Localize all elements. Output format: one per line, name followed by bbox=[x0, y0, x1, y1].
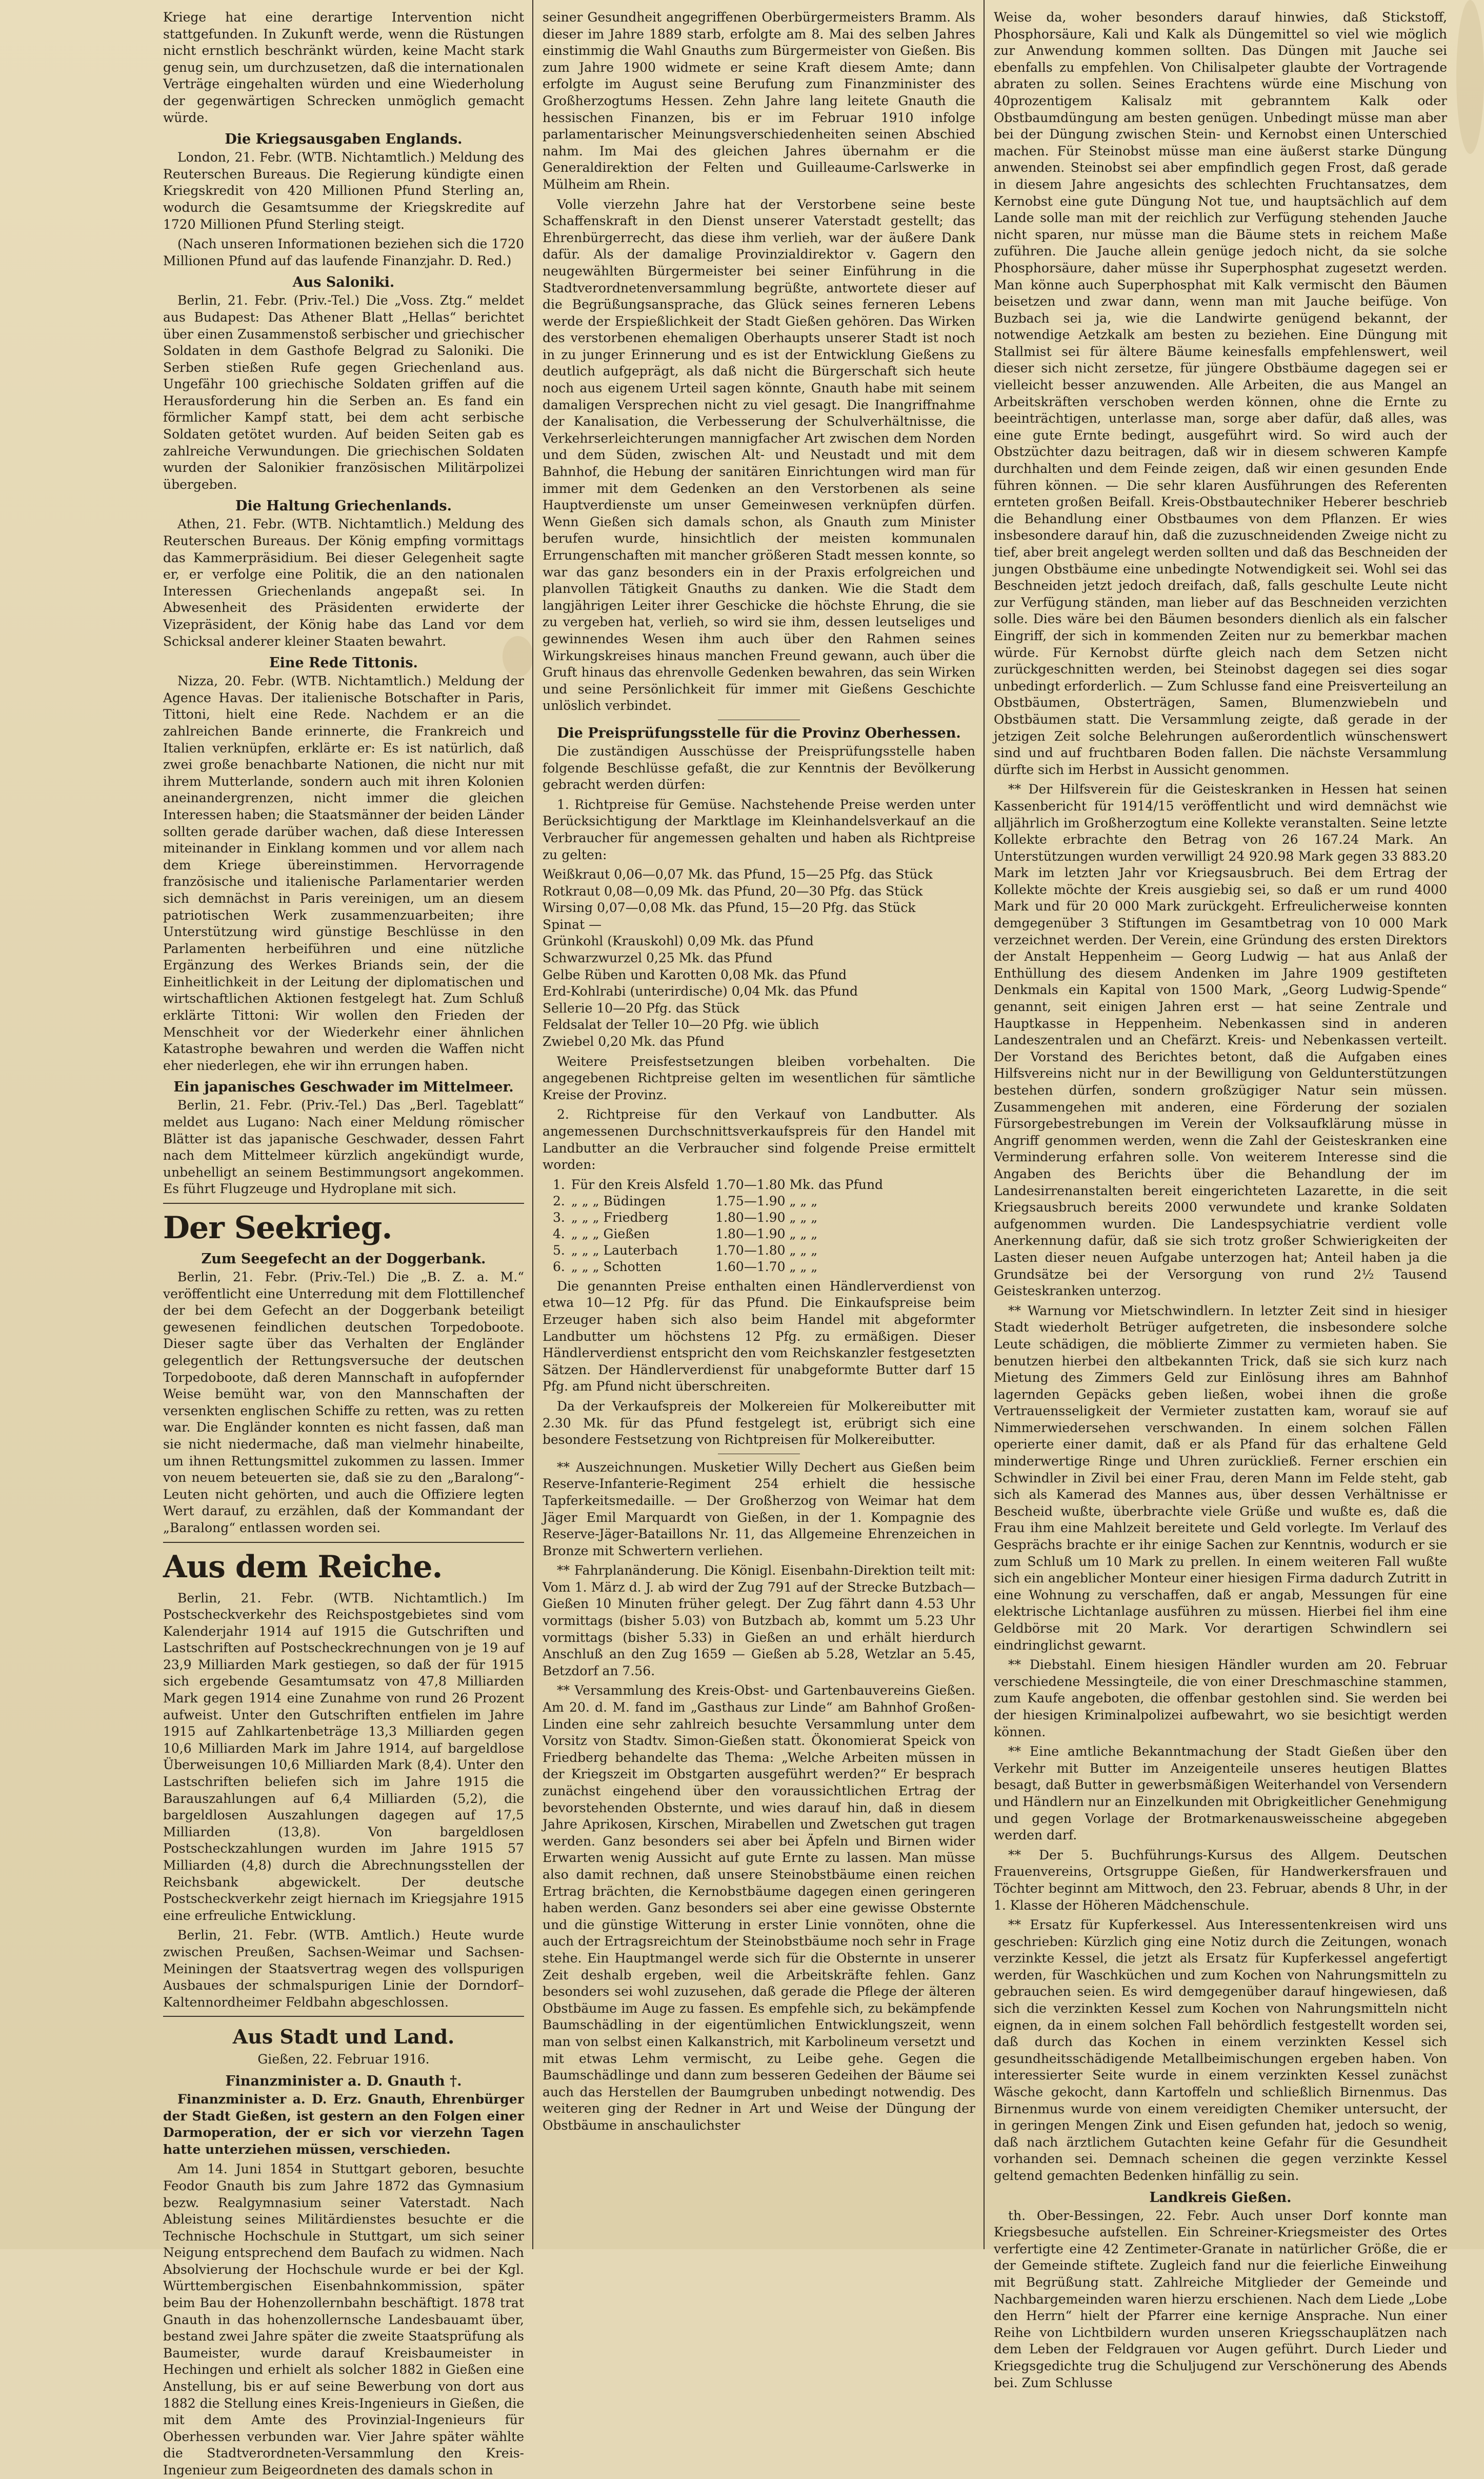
article-text: Berlin, 21. Febr. (Priv.-Tel.) Das „Berl. Tageblatt“ meldet aus Lugano: Nach einer Meldung römischer Blätter ist das japanische Geschwader, dessen Fahrt nach dem Mittelmeer kürzlich angekündigt wurde, unbehelligt an seinem Bestimmungsort angekommen. Es führt Flugzeuge und Hydroplane mit sich. bbox=[163, 1098, 524, 1197]
price-line: Feldsalat der Teller 10—20 Pfg. wie üblich bbox=[543, 1017, 819, 1033]
headline: Aus Saloniki. bbox=[292, 274, 395, 291]
row-number: 1. bbox=[553, 1177, 565, 1192]
section-divider bbox=[163, 1542, 524, 1543]
price-line: Weißkraut 0,06—0,07 Mk. das Pfund, 15—25 Pfg. das Stück bbox=[543, 867, 933, 882]
section-heading: Aus dem Reiche. bbox=[163, 1549, 443, 1585]
price-line: Schwarzwurzel 0,25 Mk. das Pfund bbox=[543, 950, 773, 966]
table-row bbox=[553, 1177, 889, 1193]
article-text: 1. Richtpreise für Gemüse. Nachstehende Preise werden unter Berücksichtigung der Marktlage im Kleinhandelsverkauf an die Verbraucher für angemessen gehalten und haben als Richtpreise zu gelten: bbox=[543, 797, 975, 862]
news-item: ** Diebstahl. Einem hiesigen Händler wurden am 20. Februar verschiedene Messingteile, die von einer Dreschmaschine stammen, zum Kaufe angeboten, die offenbar gestohlen sind. Sie werden bei der hiesigen Kriminalpolizei aufbewahrt, wo sie besichtigt werden können. bbox=[994, 1657, 1447, 1739]
price-line: Zwiebel 0,20 Mk. das Pfund bbox=[543, 1034, 725, 1049]
article-text: Die genannten Preise enthalten einen Händlerverdienst von etwa 10—12 Pfg. für das Pfund. Die Einkaufspreise beim Erzeuger haben sich also beim Handel mit abgeformter Landbutter um höchstens 12 Pfg. zu ermäßigen. Dieser Händlerverdienst entspricht den vom Reichskanzler festgesetzten Sätzen. Der Händlerverdienst für unabgeformte Butter darf 15 Pfg. am Pfund nicht überschreiten. bbox=[543, 1278, 975, 1394]
vegetable-price-list bbox=[543, 866, 975, 1050]
article-text: Weitere Preisfestsetzungen bleiben vorbehalten. Die angegebenen Richtpreise gelten im wesentlichen für sämtliche Kreise der Provinz. bbox=[543, 1054, 975, 1102]
article-text: Athen, 21. Febr. (WTB. Nichtamtlich.) Meldung des Reuterschen Bureaus. Der König empfing vormittags das Kammerpräsidium. Bei dieser Gelegenheit sagte er, er verfolge eine Politik, die an den nationalen Interessen Griechenlands angepaßt sei. In Abwesenheit des Präsidenten erwiderte der Vizepräsident, der König habe das Land vor dem Schicksal anderer kleiner Staaten bewahrt. bbox=[163, 517, 524, 649]
kreis-cell: „ „ „ Büdingen bbox=[571, 1193, 666, 1208]
price-cell: 1.80—1.90 „ „ „ bbox=[715, 1226, 818, 1241]
table-row bbox=[553, 1226, 889, 1242]
article-text: Volle vierzehn Jahre hat der Verstorbene seine beste Schaffenskraft in den Dienst unserer Vaterstadt gestellt; das Ehrenbürgerrecht, das diese ihm verlieh, war der äußere Dank dafür. Als der damalige Provinzialdirektor v. Gagern den neugewählten Bürgermeister bei seiner Einführung in die Stadtverordnetenversammlung begrüßte, antwortete dieser auf die Begrüßungsansprache, das Glück seines ferneren Lebens werde der Erspießlichkeit der Stadt Gießen gehören. Das Wirken des verstorbenen ehemaligen Oberhaupts unserer Stadt ist noch in zu junger Erinnerung und es ist der Entwicklung Gießens zu deutlich aufgeprägt, als daß nicht die Bürgerschaft sich heute noch aus eigenem Urteil sagen könnte, Gnauth habe mit seinem damaligen Versprechen nicht zu viel gesagt. Die Inangriffnahme der Kanalisation, die Verbesserung der Schulverhältnisse, die Verkehrserleichterungen mannigfacher Art zwischen dem Norden und dem Süden, zwischen Alt- und Neustadt und mit dem Bahnhof, die Hebung der sanitären Einrichtungen wird man für immer mit dem Gedenken an den Verstorbenen als seine Hauptverdienste um unser Gemeinwesen verknüpfen dürfen. Wenn Gießen sich damals schon, als Gnauth zum Minister berufen wurde, hinsichtlich der meisten kommunalen Errungenschaften mit mancher größeren Stadt messen konnte, so war das ganz besonders ein in der Praxis erfolgreichen und planvollen Tätigkeit Gnauths zu danken. Wie die Stadt dem langjährigen Leiter ihrer Geschicke die höchste Ehrung, die sie zu vergeben hat, verlieh, so wird sie ihm, dessen leutseliges und gewinnendes Wesen ihm auch über den Rahmen seines Wirkungskreises hinaus manchen Freund gewann, auch über die Gruft hinaus das ehrenvolle Gedenken bewahren, das sein Wirken und seine Persönlichkeit für immer mit Gießens Geschichte unlöslich verbindet. bbox=[543, 196, 975, 713]
article-lead: Finanzminister a. D. Erz. Gnauth, Ehrenbürger der Stadt Gießen, ist gestern an den Folgen einer Darmoperation, der er sich vor vierzehn Tagen hatte unterziehen müssen, verschieden. bbox=[163, 2091, 524, 2157]
price-cell: 1.80—1.90 „ „ „ bbox=[715, 1209, 818, 1225]
article-text: Weise da, woher besonders darauf hinwies, daß Stickstoff, Phosphorsäure, Kali und Kalk als Düngemittel so viel wie möglich zur Anwendung kommen sollten. Das Düngen mit Jauche sei ebenfalls zu empfehlen. Von Chilisalpeter glaubte der Vortragende abraten zu sollen. Seines Erachtens würde eine Mischung von 40prozentigem Kalisalz mit gebranntem Kalk oder Obstbaumdüngung am besten genügen. Unbedingt müsse man aber bei der Düngung zwischen Stein- und Kernobst einen Unterschied machen. Für Steinobst müsse man eine äußerst starke Düngung anwenden. Steinobst sei aber empfindlich gegen Frost, daß gerade in diesem Jahre angesichts des schlechten Fruchtansatzes, dem Kernobst eine gute Düngung Not tue, und hauptsächlich auf dem Lande solle man mit der reichlich zur Verfügung stehenden Jauche nicht sparen, nur müsse man die Bäume stets in reichem Maße zuführen. Die Jauche allein genüge jedoch nicht, da sie solche Phosphorsäure, daher müsse ihr Superphosphat zugesetzt werden. Man könne auch Superphosphat mit Kalk vermischt den Bäumen beisetzen und zwar dann, wenn man mit Jauche beifüge. Von Buzbach sei ja, wie die Landwirte genügend bekannt, der notwendige Aetzkalk am besten zu beziehen. Eine Düngung mit Stallmist sei für ältere Bäume keinesfalls empfehlenswert, weil dieser sich nicht zersetze, für jüngere Obstbäume dagegen sei er vielleicht besser anzuwenden. Alle Arbeiten, die aus Mangel an Arbeitskräften verschoben werden können, ohne die Ernte zu beeinträchtigen, unterlasse man, sorge aber dafür, daß alles, was eine gute Ernte bedingt, ausgeführt wird. So wird auch der Obstzüchter dazu beitragen, daß wir in diesem schweren Kampfe durchhalten und dem Feinde zeigen, daß wir einen gesunden Ende führen können. — Die sehr klaren Ausführungen des Referenten ernteten großen Beifall. Kreis-Obstbautechniker Heberer beschrieb die Behandlung einer Obstbaumes von dem Pflanzen. Er wies insbesondere darauf hin, daß die zuzuschneidenden Zweige nicht zu tief, aber breit angelegt werden sollten und daß das Beschneiden der jungen Obstbäume eine unbedingte Notwendigkeit sei. Wohl sei das Beschneiden jetzt jedoch dreifach, daß, falls geschulte Leute nicht zur Verfügung ständen, man lieber auf das Beschneiden verzichten solle. Dies wäre bei den Bäumen besonders dienlich als ein falscher Eingriff, der sich in kommenden Zeiten nur zu bemerkbar machen würde. Für Kernobst dürfte gleich nach dem Setzen nicht zurückgeschnitten werden, bei Steinobst dagegen sei dies sogar unbedingt erforderlich. — Zum Schlusse fand eine Preisverteilung an Obstbäumen, Obsterträgen, Samen, Blumenzwiebeln und Obstbäumen statt. Die Versammlung zeigte, daß gerade in der jetzigen Zeit solche Belehrungen außerordentlich wünschenswert sind und auf fruchtbaren Boden fallen. Die nächste Versammlung dürfte sich im Herbst in Aussicht genommen. bbox=[994, 10, 1447, 777]
news-item: ** Auszeichnungen. Musketier Willy Dechert aus Gießen beim Reserve-Infanterie-Regiment 254 erhielt die hessische Tapferkeitsmedaille. — Der Großherzog von Weimar hat dem Jäger Emil Marquardt von Gießen, in der 1. Kompagnie des Reserve-Jäger-Bataillons Nr. 11, das Allgemeine Ehrenzeichen in Bronze mit Schwertern verliehen. bbox=[543, 1459, 975, 1558]
article-text: Berlin, 21. Febr. (Priv.-Tel.) Die „B. Z. a. M.“ veröffentlicht eine Unterredung mit dem Flottillenchef der bei dem Gefecht an der Doggerbank beteiligt gewesenen feindlichen deutschen Torpedoboote. Dieser sagte über das Verhalten der Engländer gelegentlich der Rettungsversuche der deutschen Torpedoboote, daß deren Mannschaft in aufopfernder Weise bemüht war, von den Mannschaften der versenkten englischen Schiffe zu retten, was zu retten war. Die Engländer konnten es nicht fassen, daß man sie nicht niedermache, daß man vielmehr hinabeilte, um ihnen Rettungsmittel zukommen zu lassen. Immer von neuem beteuerten sie, daß sie zu den „Baralong“-Leuten nicht gehörten, und auch die Offiziere legten Wert darauf, zu erzählen, daß der Kommandant der „Baralong“ entlassen worden sei. bbox=[163, 1270, 524, 1535]
price-line: Sellerie 10—20 Pfg. das Stück bbox=[543, 1000, 740, 1016]
headline: Ein japanisches Geschwader im Mittelmeer. bbox=[173, 1079, 514, 1096]
news-item: ** Versammlung des Kreis-Obst- und Gartenbauvereins Gießen. Am 20. d. M. fand im „Gasthaus zur Linde“ am Bahnhof Großen-Linden eine sehr zahlreich besuchte Versammlung unter dem Vorsitz von Stadtv. Simon-Gießen statt. Ökonomierat Speick von Friedberg behandelte das Thema: „Welche Arbeiten müssen in der Kriegszeit im Obstgarten ausgeführt werden?“ Er besprach zunächst eingehend über den voraussichtlichen Ertrag der bevorstehenden Obsternte, und wies darauf hin, daß in diesem Jahre Aprikosen, Kirschen, Mirabellen und Zwetschen gut tragen werden. Ganz besonders sei aber bei Äpfeln und Birnen wider Erwarten wenig Aussicht auf gute Ernte zu lassen. Man müsse also damit rechnen, daß unsere Steinobstbäume einen reichen Ertrag brächten, die Kernobstbäume dagegen einen geringeren haben werden. Ganz besonders sei aber eine gewisse Obsternte und die günstige Witterung in erster Linie vonnöten, ohne die auch der Ertragsreichtum der Steinobstbäume noch sehr in Frage stehe. Ein Hauptmangel werde sich für die Obsternte in unserer Zeit deshalb ergeben, weil die Arbeitskräfte fehlen. Ganz besonders sei wohl zuzusehen, daß gerade die Pflege der älteren Obstbäume im Auge zu fassen. Es empfehle sich, zu bekämpfende Baumschädling in der eigentümlichen Entwicklungszeit, wenn man von selbst einen Kalkanstrich, mit Karbolineum versetzt und mit etwas Lehm vermischt, zu Leibe gehe. Gegen die Baumschädlinge und dann zum besseren Gedeihen der Bäume sei auch das Herstellen der Baumgruben unbedingt notwendig. Des weiteren ging der Redner in Art und Weise der Düngung der Obstbäume in anschaulichster bbox=[543, 1683, 975, 2133]
news-item: ** Eine amtliche Bekanntmachung der Stadt Gießen über den Verkehr mit Butter im Anzeigenteile unseres heutigen Blattes besagt, daß Butter in gewerbsmäßigen Weiterhandel von Versendern und Händlern nur an Einzelkunden mit Obrigkeitlicher Genehmigung und gegen Vorlage der Brotmarkenausweisscheine abgegeben werden darf. bbox=[994, 1744, 1447, 1843]
headline: Die Preisprüfungsstelle für die Provinz Oberhessen. bbox=[557, 725, 961, 741]
article-text: seiner Gesundheit angegriffenen Oberbürgermeisters Bramm. Als dieser im Jahre 1889 starb, erfolgte am 8. Mai des selben Jahres einstimmig die Wahl Gnauths zum Bürgermeister von Gießen. Bis zum Jahre 1900 widmete er seine Kraft diesem Amte; dann erfolgte im August seine Berufung zum Finanzminister des Großherzogtums Hessen. Zehn Jahre lang leitete Gnauth die hessischen Finanzen, bis er im Februar 1910 infolge parlamentarischer Meinungsverschiedenheiten seinen Abschied nahm. Im Mai des gleichen Jahres übernahm er die Generaldirektion der Felten und Guilleaume-Carlswerke in Mülheim am Rhein. bbox=[543, 10, 975, 192]
headline: Zum Seegefecht an der Doggerbank. bbox=[201, 1251, 486, 1267]
row-number: 3. bbox=[553, 1209, 565, 1225]
price-line: Gelbe Rüben und Karotten 0,08 Mk. das Pfund bbox=[543, 967, 847, 982]
headline: Eine Rede Tittonis. bbox=[269, 655, 418, 671]
price-line: Wirsing 0,07—0,08 Mk. das Pfund, 15—20 Pfg. das Stück bbox=[543, 900, 916, 916]
article-text: Berlin, 21. Febr. (WTB. Amtlich.) Heute wurde zwischen Preußen, Sachsen-Weimar und Sachsen-Meiningen der Staatsvertrag wegen des vollspurigen Ausbaues der schmalspurigen Linie der Dorndorf–Kaltennordheimer Feldbahn abgeschlossen. bbox=[163, 1928, 524, 2010]
table-row bbox=[553, 1259, 889, 1275]
price-line: Grünkohl (Krauskohl) 0,09 Mk. das Pfund bbox=[543, 934, 814, 949]
article-text: Berlin, 21. Febr. (WTB. Nichtamtlich.) Im Postscheckverkehr des Reichspostgebietes sind vom Kalenderjahr 1914 auf 1915 die Gutschriften und Lastschriften auf Postscheckrechnungen von je 19 auf 23,9 Milliarden Mark gestiegen, so daß der für 1915 sich ergebende Gesamtumsatz von 47,8 Milliarden Mark gegen 1914 eine Zunahme von rund 26 Prozent aufweist. Unter den Gutschriften entfielen im Jahre 1915 auf Zahlkartenbeträge 13,3 Milliarden gegen 10,6 Milliarden Mark im Jahre 1914, auf bargeldlose Überweisungen 10,6 Milliarden Mark (8,4). Unter den Lastschriften beliefen sich im Jahre 1915 die Barauszahlungen auf 6,4 Milliarden (5,2), die bargeldlosen Auszahlungen dagegen auf 17,5 Milliarden (13,8). Von bargeldlosen Postscheckzahlungen wurden im Jahre 1915 57 Milliarden (4,8) durch die Abrechnungsstellen der Reichsbank abgewickelt. Der deutsche Postscheckverkehr zeigt hiernach im Kriegsjahre 1915 eine erfreuliche Entwicklung. bbox=[163, 1590, 524, 1923]
kreis-cell: „ „ „ Lauterbach bbox=[571, 1242, 678, 1258]
column-2 bbox=[533, 9, 985, 2237]
price-line: Erd-Kohlrabi (unterirdische) 0,04 Mk. das Pfund bbox=[543, 984, 858, 999]
row-number: 2. bbox=[553, 1193, 565, 1208]
paper-stain bbox=[1456, 0, 1484, 154]
price-line: Rotkraut 0,08—0,09 Mk. das Pfund, 20—30 Pfg. das Stück bbox=[543, 883, 923, 899]
article-text: London, 21. Febr. (WTB. Nichtamtlich.) Meldung des Reuterschen Bureaus. Die Regierung kündigte einen Kriegskredit von 420 Millionen Pfund Sterling an, wodurch die Gesamtsumme der Kriegskredite auf 1720 Millionen Pfund Sterling steigt. bbox=[163, 150, 524, 232]
dateline: Gießen, 22. Februar 1916. bbox=[257, 2052, 430, 2067]
kreis-cell: Für den Kreis Alsfeld bbox=[571, 1177, 710, 1192]
kreis-cell: „ „ „ Gießen bbox=[571, 1226, 650, 1241]
price-cell: 1.75—1.90 „ „ „ bbox=[715, 1193, 818, 1208]
headline: Finanzminister a. D. Gnauth †. bbox=[225, 2073, 462, 2089]
article-text: Da der Verkaufspreis der Molkereien für Molkereibutter mit 2.30 Mk. für das Pfund festgelegt ist, erübrigt sich eine besondere Festsetzung von Richtpreisen für Molkereibutter. bbox=[543, 1398, 975, 1447]
news-item: ** Ersatz für Kupferkessel. Aus Interessentenkreisen wird uns geschrieben: Kürzlich ging eine Notiz durch die Zeitungen, wonach verzinkte Kessel, die jetzt als Ersatz für Kupferkessel angefertigt werden, für Waschküchen und zum Kochen von Nahrungsmitteln zu gebrauchen seien. Es wird demgegenüber darauf hingewiesen, daß sich die verzinkten Kessel zum Kochen von Nahrungsmitteln nicht eignen, da in einem solchen Fall behördlich festgestellt worden sei, daß durch das Kochen in einem verzinkten Kessel sich gesundheitsschädigende Metallbeimischungen ergeben haben. Von interessierter Seite wurde in einem verzinkten Kessel zunächst Wäsche gekocht, dann Kartoffeln und schließlich Birnenmus. Das Birnenmus wurde von einem vereidigten Chemiker untersucht, der in geringen Mengen Zink und Eisen gefunden hat, jedoch so wenig, daß nach ärztlichem Gutachten keine Gefahr für die Gesundheit vorhanden sei. Demnach scheinen die gegen verzinkte Kessel geltend gemachten Bedenken hinfällig zu sein. bbox=[994, 1917, 1447, 2183]
article-text: Kriege hat eine derartige Intervention nicht stattgefunden. In Zukunft werde, wenn die Rüstungen nicht ernstlich beschränkt würden, keine Macht stark genug sein, um durchzusetzen, daß die internationalen Verträge eingehalten würden und eine Wiederholung der gegenwärtigen Schrecken unmöglich gemacht würde. bbox=[163, 10, 524, 125]
row-number: 4. bbox=[553, 1226, 565, 1241]
price-line: Spinat — bbox=[543, 917, 602, 932]
article-text: Am 14. Juni 1854 in Stuttgart geboren, besuchte Feodor Gnauth bis zum Jahre 1872 das Gymnasium bezw. Realgymnasium seiner Vaterstadt. Nach Ableistung seines Militärdienstes besuchte er die Technische Hochschule in Stuttgart, um sich seiner Neigung entsprechend dem Baufach zu widmen. Nach Absolvierung der Hochschule wurde er bei der Kgl. Württembergischen Eisenbahnkommission, später beim Bau der Hohenzollernbahn beschäftigt. 1878 trat Gnauth in das hohenzollernsche Landesbauamt über, bestand zwei Jahre später die zweite Staatsprüfung als Baumeister, wurde darauf Kreisbaumeister in Hechingen und erhielt als solcher 1882 in Gießen eine Anstellung, bis er auf seine Bewerbung von dort aus 1882 die Stellung eines Kreis-Ingenieurs in Gießen, die mit dem Amte des Provinzial-Ingenieurs für Oberhessen verbunden war. Vier Jahre später wählte die Stadtverordneten-Versammlung den Kreis-Ingenieur zum Beigeordneten des damals schon in bbox=[163, 2161, 524, 2477]
news-item: ** Der Hilfsverein für die Geisteskranken in Hessen hat seinen Kassenbericht für 1914/15 veröffentlicht und wird demnächst wie alljährlich im Großherzogtum eine Kollekte veranstalten. Seine letzte Kollekte erbrachte den Betrag von 26 167.24 Mark. An Unterstützungen wurden verwilligt 24 920.98 Mark gegen 33 883.20 Mark im letzten Jahr vor Kriegsausbruch. Bei dem Ertrag der Kollekte möchte der Kreis ausgiebig sei, so daß er um rund 4000 Mark und für 20 000 Mark zurückgeht. Erfreulicherweise konnten demgegenüber 3 Stiftungen im Gesamtbetrag von 10 000 Mark verzeichnet werden. Der Verein, eine Gründung des ersten Direktors der Anstalt Heppenheim — Georg Ludwig — hat aus Anlaß der Enthüllung des diesem Andenken im Jahre 1909 gestifteten Denkmals ein Kapital von 1500 Mark, „Georg Ludwig-Spende“ genannt, seit einigen Jahren erst — hat seine Zentrale und Hauptkasse in Heppenheim. Nebenkassen sind in anderen Landeszentralen und an Chefärzt. Kreis- und Nebenkassen verteilt. Der Vorstand des Berichtes betont, daß die Aufgaben eines Hilfsvereins nicht nur in der Bewilligung von Geldunterstützungen bestehen dürfen, sondern großzügiger Natur sein müssen. Zusammengehen mit anderen, eine Förderung der sozialen Fürsorgebestrebungen im Verein der Volksaufklärung müsse in Angriff genommen werden, wenn die Zahl der Geisteskranken eine Verminderung erfahren solle. Von weiterem Interesse sind die Angaben des Berichts über die Behandlung der im Landesirrenanstalten bereit eingerichteten Lazarette, in die seit Kriegsausbruch bereits 2000 verwundete und kranke Soldaten aufgenommen wurden. Die Landespsychiatrie verdient volle Anerkennung dafür, daß sie sich trotz großer Schwierigkeiten der Lasten dieser neuen Aufgabe unterzogen hat; Anteil haben ja die Grundsätze bei der Versorgung von rund 2½ Tausend Geisteskranken unterzog. bbox=[994, 782, 1447, 1299]
article-text: Nizza, 20. Febr. (WTB. Nichtamtlich.) Meldung der Agence Havas. Der italienische Botschafter in Paris, Tittoni, hielt eine Rede. Nachdem er an die zahlreichen Bande erinnerte, die Frankreich und Italien verknüpfen, erklärte er: Es ist natürlich, daß zwei große benachbarte Nationen, die nicht nur mit ihrem Mutterlande, sondern auch mit ihren Kolonien aneinandergrenzen, nicht immer die gleichen Interessen haben; die Staatsmänner der beiden Länder sollten gerade darüber wachen, daß diese Interessen miteinander in Einklang kommen und vor allem nach dem Kriege übereinstimmen. Hervorragende französische und italienische Parlamentarier werden sich demnächst in Paris vereinigen, um an diesem patriotischen Werk zusammenzuarbeiten; ihre Unterstützung wird günstige Beschlüsse in den Parlamenten herbeiführen und eine nützliche Ergänzung des Werkes Briands sein, der die Einheitlichkeit in der Leitung der diplomatischen und wirtschaftlichen Aktionen festgelegt hat. Zum Schluß erklärte Tittoni: Wir wollen den Frieden der Menschheit vor der Wiederkehr einer ähnlichen Katastrophe bewahren und werden die Waffen nicht eher niederlegen, ehe wir ihn errungen haben. bbox=[163, 673, 524, 1073]
section-divider bbox=[163, 1203, 524, 1204]
column-1 bbox=[154, 9, 533, 2477]
news-item: th. Ober-Bessingen, 22. Febr. Auch unser Dorf konnte man Kriegsbesuche aufstellen. Ein Schreiner-Kriegsmeister des Ortes verfertigte eine 42 Zentimeter-Granate in natürlicher Größe, die er der Gemeinde stiftete. Zugleich fand nur die feierliche Einweihung mit Begrüßung statt. Zahlreiche Mitglieder der Gemeinde und Nachbargemeinden waren hierzu erschienen. Nach dem Liede „Lobe den Herrn“ hielt der Pfarrer eine kernige Ansprache. Nun einer Reihe von Lichtbildern wurden unseren Kriegsschauplätzen nach dem Leben der Feldgrauen vor Augen geführt. Durch Lieder und Kriegsgedichte trug die Schuljugend zur Verschönerung des Abends bei. Zum Schlusse bbox=[994, 2208, 1447, 2390]
article-text: 2. Richtpreise für den Verkauf von Landbutter. Als angemessenen Durchschnittsverkaufspreis für den Handel mit Landbutter an die Verbraucher sind folgende Preise ermittelt worden: bbox=[543, 1107, 975, 1173]
section-heading: Der Seekrieg. bbox=[163, 1210, 392, 1246]
kreis-cell: „ „ „ Schotten bbox=[571, 1259, 661, 1274]
news-item: ** Warnung vor Mietschwindlern. In letzter Zeit sind in hiesiger Stadt wiederholt Betrüger aufgetreten, die insbesondere solche Leute schädigen, die möblierte Zimmer zu vermieten haben. Sie benutzen hierbei den altbekannten Trick, daß sie sich kurz nach Mietung des Zimmers Geld zur Einlösung ihres am Bahnhof lagernden Gepäcks geben ließen, wobei ihnen die große Vertrauensseligkeit der Vermieter zustatten kam, worauf sie auf Nimmerwiedersehen verschwanden. In einem solchen Fällen operierte einer damit, daß er als Pfand für das erhaltene Geld minderwertige Ringe und Uhren zurückließ. Ferner erschien ein Schwindler in Zivil bei einer Frau, deren Mann im Felde steht, gab sich als Kamerad des Mannes aus, über dessen Verhältnisse er Bescheid wußte, überbrachte viele Grüße und wußte es, daß die Frau ihm eine Mahlzeit bereitete und Geld vorlegte. Im Verlauf des Gesprächs brachte er ihr einige Sachen zur Kenntnis, wodurch er sie zum Schluß um 10 Mark zu prellen. In einem weiteren Fall wußte sich ein angeblicher Monteur einer hiesigen Firma dadurch Zutritt in eine Wohnung zu verschaffen, daß er angab, Messungen für eine elektrische Lichtanlage ausführen zu müssen. Hierbei fiel ihm eine Geldbörse mit 20 Mark. Vor derartigen Schwindlern sei eindringlichst gewarnt. bbox=[994, 1303, 1447, 1653]
row-number: 5. bbox=[553, 1242, 565, 1258]
price-cell: 1.70—1.80 „ „ „ bbox=[715, 1242, 818, 1258]
row-number: 6. bbox=[553, 1259, 565, 1274]
price-cell: 1.70—1.80 Mk. das Pfund bbox=[715, 1177, 884, 1192]
article-text: Berlin, 21. Febr. (Priv.-Tel.) Die „Voss. Ztg.“ meldet aus Budapest: Das Athener Blatt „Hellas“ berichtet über einen Zusammenstoß serbischer und griechischer Soldaten in dem Gasthofe Belgrad zu Saloniki. Die Serben stießen Rufe gegen Griechenland aus. Ungefähr 100 griechische Soldaten griffen auf die Herausforderung hin die Serben an. Es fand ein förmlicher Kampf statt, bei dem acht serbische Soldaten getötet wurden. Auf beiden Seiten gab es zahlreiche Verwundungen. Die griechischen Soldaten wurden der Salonikier französischen Militärpolizei übergeben. bbox=[163, 293, 524, 492]
butter-price-table bbox=[553, 1177, 889, 1275]
news-item: ** Der 5. Buchführungs-Kursus des Allgem. Deutschen Frauenvereins, Ortsgruppe Gießen, für Handwerkersfrauen und Töchter beginnt am Mittwoch, den 23. Februar, abends 8 Uhr, in der 1. Klasse der Höheren Mädchenschule. bbox=[994, 1847, 1447, 1913]
price-cell: 1.60—1.70 „ „ „ bbox=[715, 1259, 818, 1274]
section-divider bbox=[163, 2016, 524, 2017]
article-text: (Nach unseren Informationen beziehen sich die 1720 Millionen Pfund auf das laufende Finanzjahr. D. Red.) bbox=[163, 236, 524, 268]
headline: Landkreis Gießen. bbox=[1149, 2189, 1292, 2206]
table-row bbox=[553, 1209, 889, 1226]
section-heading: Aus Stadt und Land. bbox=[232, 2025, 455, 2049]
headline: Die Kriegsausgaben Englands. bbox=[225, 131, 463, 148]
table-row bbox=[553, 1242, 889, 1259]
news-item: ** Fahrplanänderung. Die Königl. Eisenbahn-Direktion teilt mit: Vom 1. März d. J. ab wird der Zug 791 auf der Strecke Butzbach—Gießen 10 Minuten früher gelegt. Der Zug fährt dann 4.53 Uhr vormittags (bisher 5.03) von Butzbach ab, kommt um 5.23 Uhr vormittags (bisher 5.33) in Gießen an und erhält hierdurch Anschluß an den Zug 1659 — Gießen ab 5.28, Wetzlar an 5.45, Betzdorf an 7.56. bbox=[543, 1563, 975, 1678]
headline: Die Haltung Griechenlands. bbox=[235, 498, 452, 514]
kreis-cell: „ „ „ Friedberg bbox=[571, 1209, 669, 1225]
article-text: Die zuständigen Ausschüsse der Preisprüfungsstelle haben folgende Beschlüsse gefaßt, die zur Kenntnis der Bevölkerung gebracht werden dürfen: bbox=[543, 743, 975, 792]
table-row bbox=[553, 1193, 889, 1209]
column-3 bbox=[985, 9, 1456, 2390]
